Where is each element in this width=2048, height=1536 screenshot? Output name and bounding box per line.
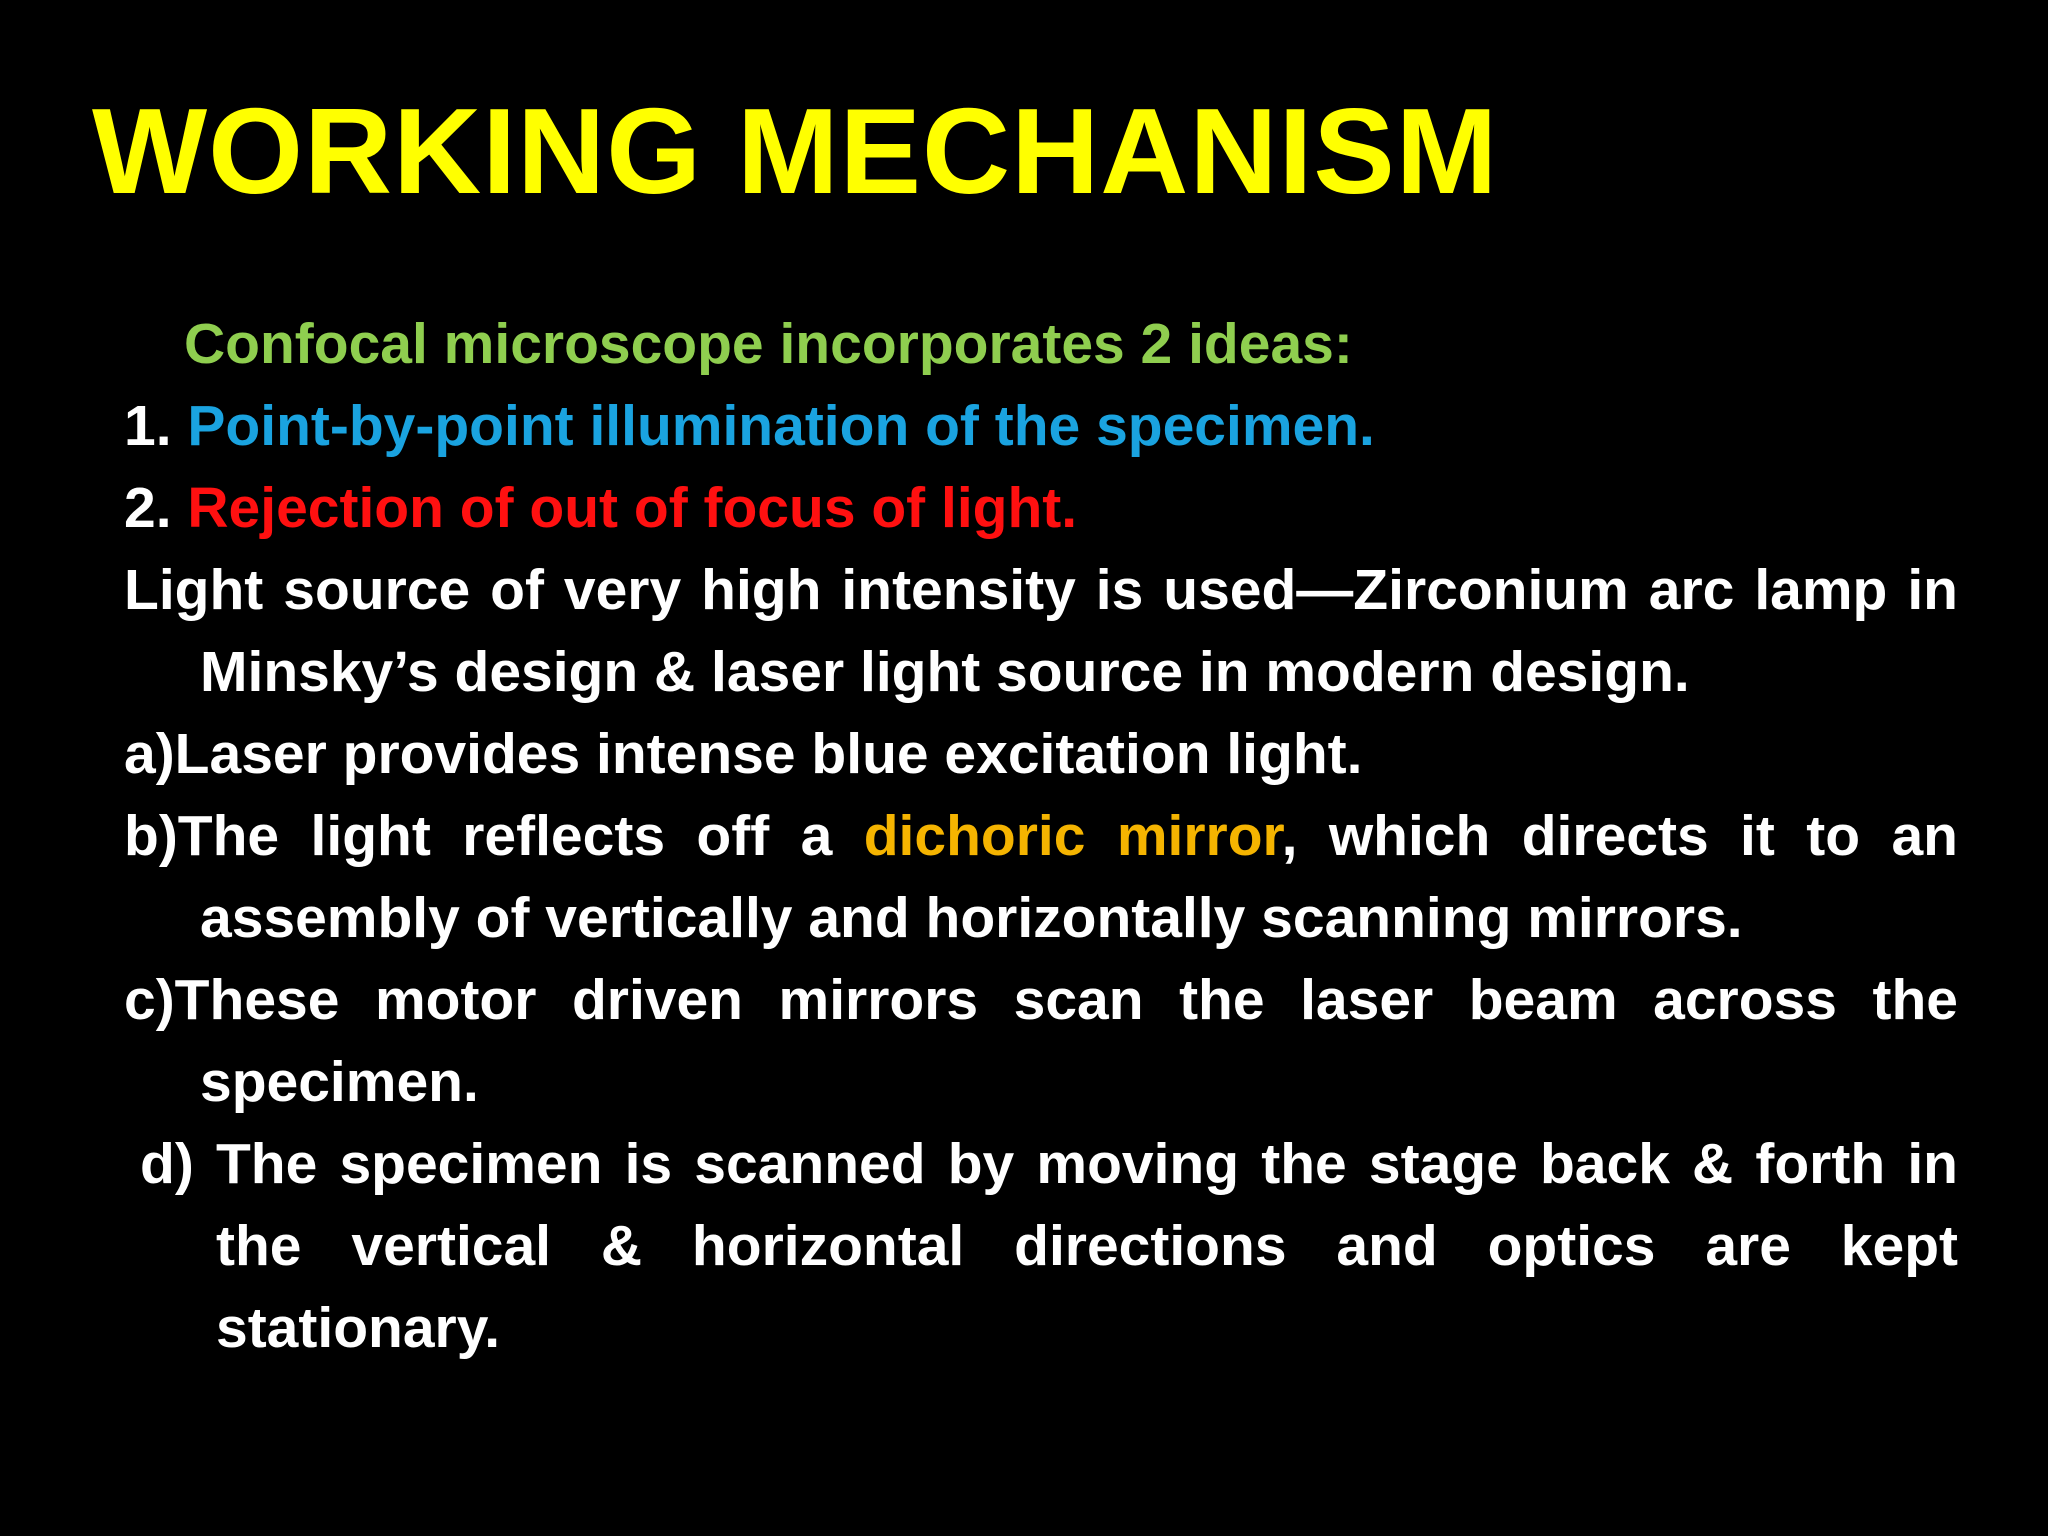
idea-2-number: 2. xyxy=(124,476,172,540)
step-b-suffix: , which directs it to an assembly of vertically and horizontally scanning mirrors. xyxy=(200,804,1958,950)
step-b-highlight: dichoric mirror xyxy=(863,804,1282,868)
idea-1 xyxy=(124,385,1958,467)
slide-title: WORKING MECHANISM xyxy=(92,83,1499,219)
slide-body xyxy=(124,303,1958,1369)
intro-text: Confocal microscope incorporates 2 ideas: xyxy=(184,312,1353,376)
idea-2 xyxy=(124,467,1958,549)
step-a: a)Laser provides intense blue excitation light. xyxy=(124,722,1363,786)
step-b xyxy=(124,795,1958,959)
step-d: d) The specimen is scanned by moving the stage back & forth in the vertical & horizontal directions and optics are kept stationary. xyxy=(140,1132,1958,1360)
idea-2-text: Rejection of out of focus of light. xyxy=(187,476,1078,540)
idea-1-text: Point-by-point illumination of the specimen. xyxy=(187,394,1375,458)
step-b-prefix: b)The light reflects off a xyxy=(124,804,864,868)
step-c: c)These motor driven mirrors scan the laser beam across the specimen. xyxy=(124,968,1958,1114)
idea-1-number: 1. xyxy=(124,394,172,458)
light-source-paragraph: Light source of very high intensity is used—Zirconium arc lamp in Minsky’s design & laser light source in modern design. xyxy=(124,558,1958,704)
